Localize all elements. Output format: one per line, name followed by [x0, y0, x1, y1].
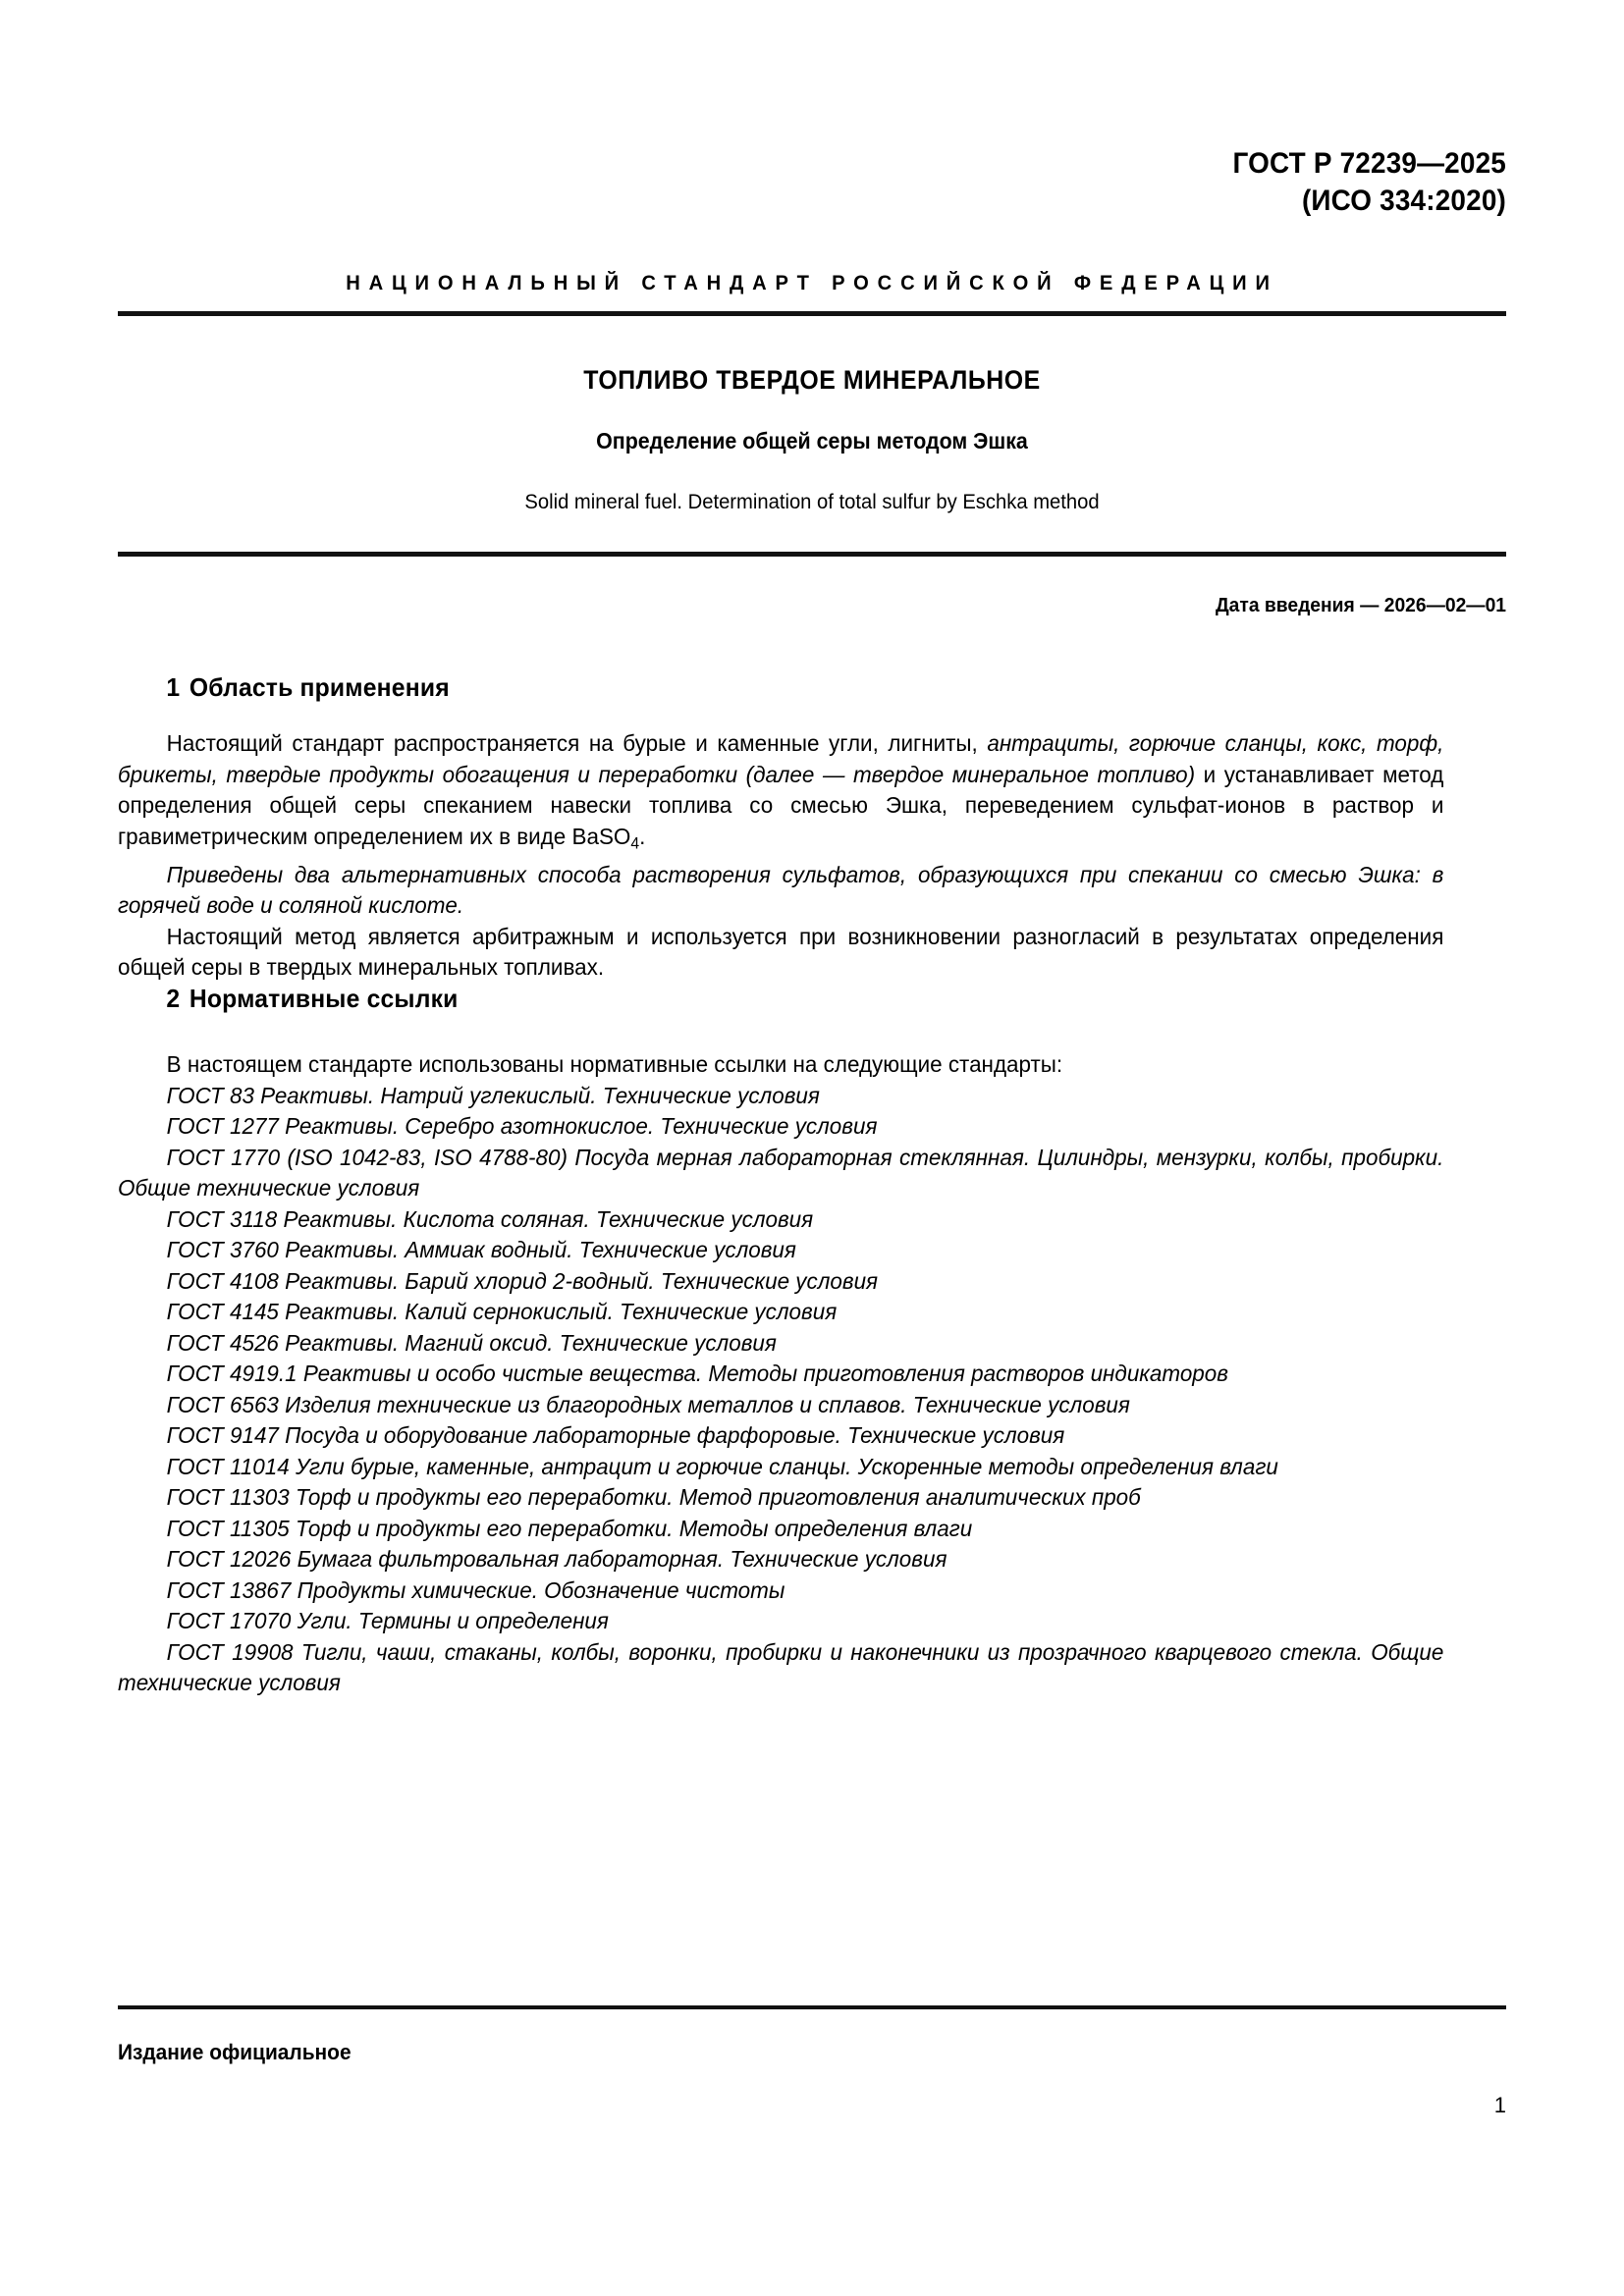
section-1-number: 1 — [166, 671, 181, 702]
document-body — [118, 672, 1506, 1699]
formula-subscript: 4 — [630, 834, 640, 853]
iso-equivalent-number: (ИСО 334:2020) — [1301, 185, 1506, 218]
list-item: ГОСТ 11305 Торф и продукты его переработки. Методы определения влаги — [166, 1515, 973, 1541]
list-item: ГОСТ 4145 Реактивы. Калий сернокислый. Технические условия — [166, 1299, 838, 1325]
introduction-date: Дата введения — 2026—02—01 — [1215, 593, 1506, 616]
section-2-heading — [118, 984, 1436, 1015]
section-1-paragraph-2-italic: Приведены два альтернативных способа растворения сульфатов, образующихся при спекании со смесью Эшка: в горячей воде и соляной кислоте. — [118, 861, 1444, 919]
divider-title-bottom — [118, 552, 1506, 557]
section-2-intro-paragraph: В настоящем стандарте использованы нормативные ссылки на следующие стандарты: — [166, 1051, 1063, 1078]
list-item: ГОСТ 6563 Изделия технические из благородных металлов и сплавов. Технические условия — [166, 1391, 1130, 1417]
list-item: ГОСТ 4108 Реактивы. Барий хлорид 2-водный. Технические условия — [166, 1267, 879, 1294]
list-item: ГОСТ 11303 Торф и продукты его переработки. Метод приготовления аналитических проб — [166, 1484, 1141, 1511]
page-number: 1 — [1493, 2093, 1506, 2117]
section-1-heading — [118, 672, 1436, 704]
national-standard-banner: НАЦИОНАЛЬНЫЙ СТАНДАРТ РОССИЙСКОЙ ФЕДЕРАЦИИ — [346, 271, 1278, 294]
title-block — [118, 365, 1506, 514]
list-item: ГОСТ 11014 Угли бурые, каменные, антрацит и горючие сланцы. Ускоренные методы определения влаги — [166, 1453, 1278, 1479]
section-1-paragraph-1-italic: антрациты, горючие сланцы, кокс, торф, брикеты, твердые продукты обогащения и переработки (далее — твердое минеральное топливо) — [118, 730, 1444, 787]
section-1-paragraph-1-text-c: . — [639, 823, 646, 849]
list-item: ГОСТ 1770 (ISO 1042-83, ISO 4788-80) Посуда мерная лабораторная стеклянная. Цилиндры, мензурки, колбы, пробирки. Общие технические условия — [118, 1144, 1444, 1201]
section-1-paragraph-1-text-a: Настоящий стандарт распространяется на бурые и каменные угли, лигниты, — [166, 730, 988, 757]
section-1-paragraph-3: Настоящий метод является арбитражным и используется при возникновении разногласий в результатах определения общей серы в твердых минеральных топливах. — [118, 923, 1444, 981]
section-2-number: 2 — [166, 983, 181, 1013]
section-1-title: Область применения — [189, 671, 450, 702]
list-item: ГОСТ 12026 Бумага фильтровальная лабораторная. Технические условия — [166, 1546, 947, 1573]
list-item: ГОСТ 1277 Реактивы. Серебро азотнокислое. Технические условия — [166, 1113, 878, 1140]
normative-reference-list — [118, 1081, 1506, 1699]
section-1-paragraph-1 — [118, 728, 1443, 860]
standard-designation — [215, 145, 1506, 221]
list-item: ГОСТ 4919.1 Реактивы и особо чистые вещества. Методы приготовления растворов индикаторов — [166, 1361, 1228, 1387]
list-item: ГОСТ 3760 Реактивы. Аммиак водный. Технические условия — [166, 1237, 796, 1263]
list-item: ГОСТ 4526 Реактивы. Магний оксид. Технические условия — [166, 1329, 777, 1356]
document-subtitle-english: Solid mineral fuel. Determination of total sulfur by Eschka method — [524, 489, 1100, 513]
document-title: ТОПЛИВО ТВЕРДОЕ МИНЕРАЛЬНОЕ — [583, 364, 1041, 395]
section-1-paragraph-2 — [118, 860, 1443, 922]
divider-top — [118, 311, 1506, 316]
list-item: ГОСТ 83 Реактивы. Натрий углекислый. Технические условия — [166, 1082, 820, 1108]
document-subtitle: Определение общей серы методом Эшка — [596, 427, 1028, 454]
list-item: ГОСТ 19908 Тигли, чаши, стаканы, колбы, воронки, пробирки и наконечники из прозрачного кварцевого стекла. Общие технические условия — [118, 1638, 1444, 1696]
list-item: ГОСТ 17070 Угли. Термины и определения — [166, 1608, 609, 1634]
section-2-title: Нормативные ссылки — [189, 983, 459, 1013]
divider-footer — [118, 2005, 1506, 2009]
list-item: ГОСТ 3118 Реактивы. Кислота соляная. Технические условия — [166, 1205, 814, 1232]
standard-number: ГОСТ Р 72239—2025 — [1232, 147, 1506, 180]
list-item: ГОСТ 13867 Продукты химические. Обозначение чистоты — [166, 1576, 785, 1603]
section-1-paragraph-1-text-b: и устанавливает метод определения общей серы спеканием навески топлива со смесью Эшка, переведением сульфат-ионов в раствор и гравиметрическим определением их в виде BaSO — [118, 761, 1444, 849]
official-edition-note: Издание официальное — [118, 2040, 352, 2064]
list-item: ГОСТ 9147 Посуда и оборудование лабораторные фарфоровые. Технические условия — [166, 1422, 1065, 1449]
